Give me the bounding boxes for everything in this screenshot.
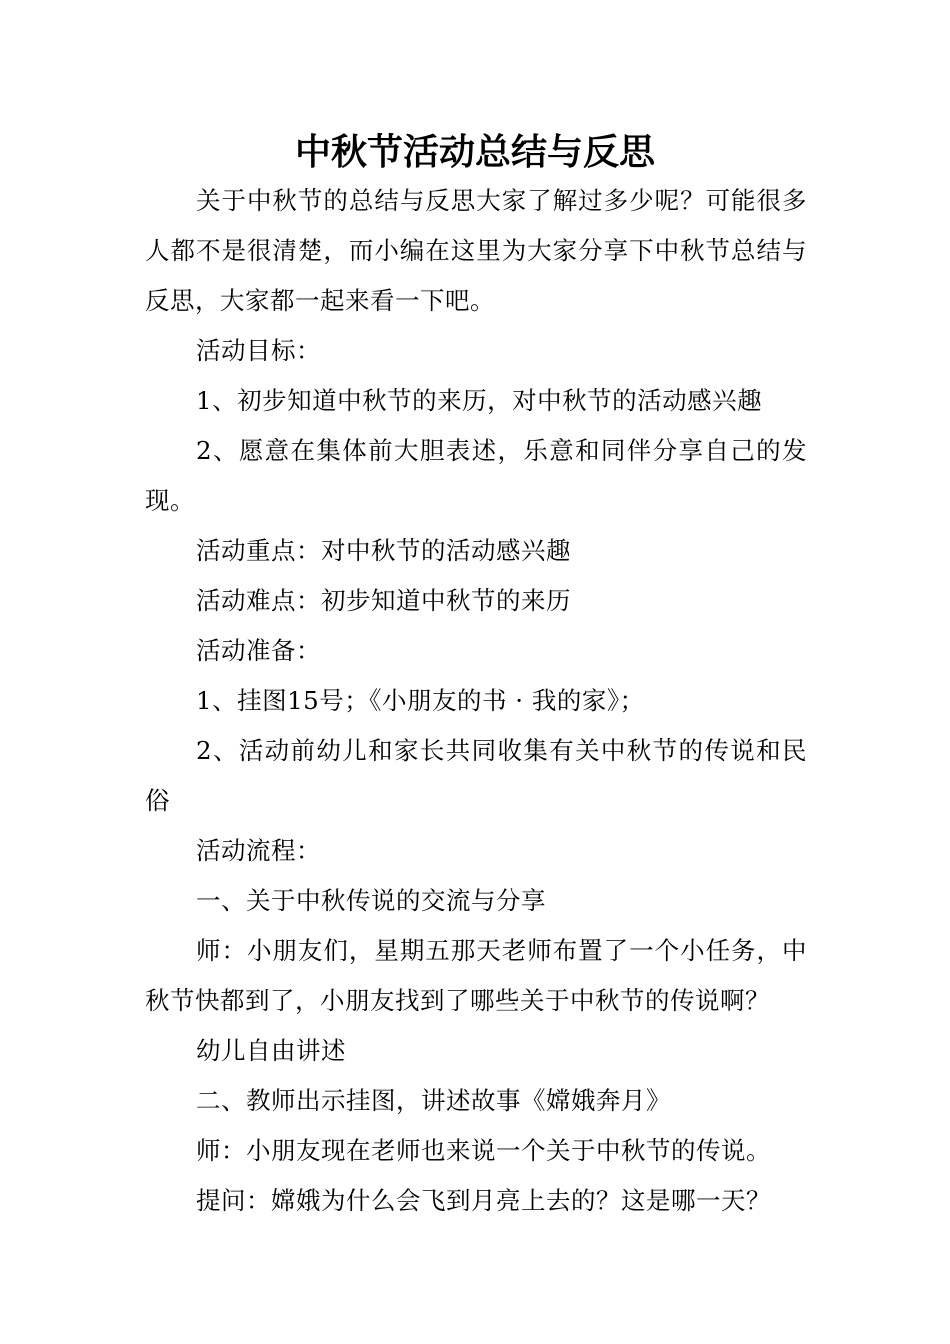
paragraph-teacher-story: 师：小朋友现在老师也来说一个关于中秋节的传说。 bbox=[196, 1136, 771, 1165]
paragraph-intro: 关于中秋节的总结与反思大家了解过多少呢？可能很多人都不是很清楚，而小编在这里为大家分享下中秋节总结与反思，大家都一起来看一下吧。 bbox=[145, 186, 807, 315]
paragraph-step-2: 二、教师出示挂图，讲述故事《嫦娥奔月》 bbox=[196, 1086, 671, 1115]
paragraph-prep-1: 1、挂图15号；《小朋友的书 · 我的家》； bbox=[196, 686, 645, 715]
document-body bbox=[145, 176, 807, 1226]
paragraph-goal-1: 1、初步知道中秋节的来历，对中秋节的活动感兴趣 bbox=[196, 386, 763, 415]
paragraph-prep-heading: 活动准备： bbox=[196, 636, 321, 665]
paragraph-goals-heading: 活动目标： bbox=[196, 336, 321, 365]
document-title: 中秋节活动总结与反思 bbox=[294, 131, 655, 173]
paragraph-goal-2: 2、愿意在集体前大胆表述，乐意和同伴分享自己的发现。 bbox=[145, 436, 807, 515]
paragraph-difficulty: 活动难点：初步知道中秋节的来历 bbox=[196, 586, 571, 615]
paragraph-children-narrate: 幼儿自由讲述 bbox=[196, 1036, 346, 1065]
paragraph-step-1: 一、关于中秋传说的交流与分享 bbox=[196, 886, 546, 915]
paragraph-key-point: 活动重点：对中秋节的活动感兴趣 bbox=[196, 536, 571, 565]
paragraph-process-heading: 活动流程： bbox=[196, 836, 321, 865]
paragraph-teacher-question-1: 师：小朋友们，星期五那天老师布置了一个小任务，中秋节快都到了，小朋友找到了哪些关于中秋节的传说啊？ bbox=[145, 936, 807, 1015]
paragraph-question: 提问：嫦娥为什么会飞到月亮上去的？这是哪一天？ bbox=[196, 1186, 771, 1215]
paragraph-prep-2: 2、活动前幼儿和家长共同收集有关中秋节的传说和民俗 bbox=[145, 736, 807, 815]
